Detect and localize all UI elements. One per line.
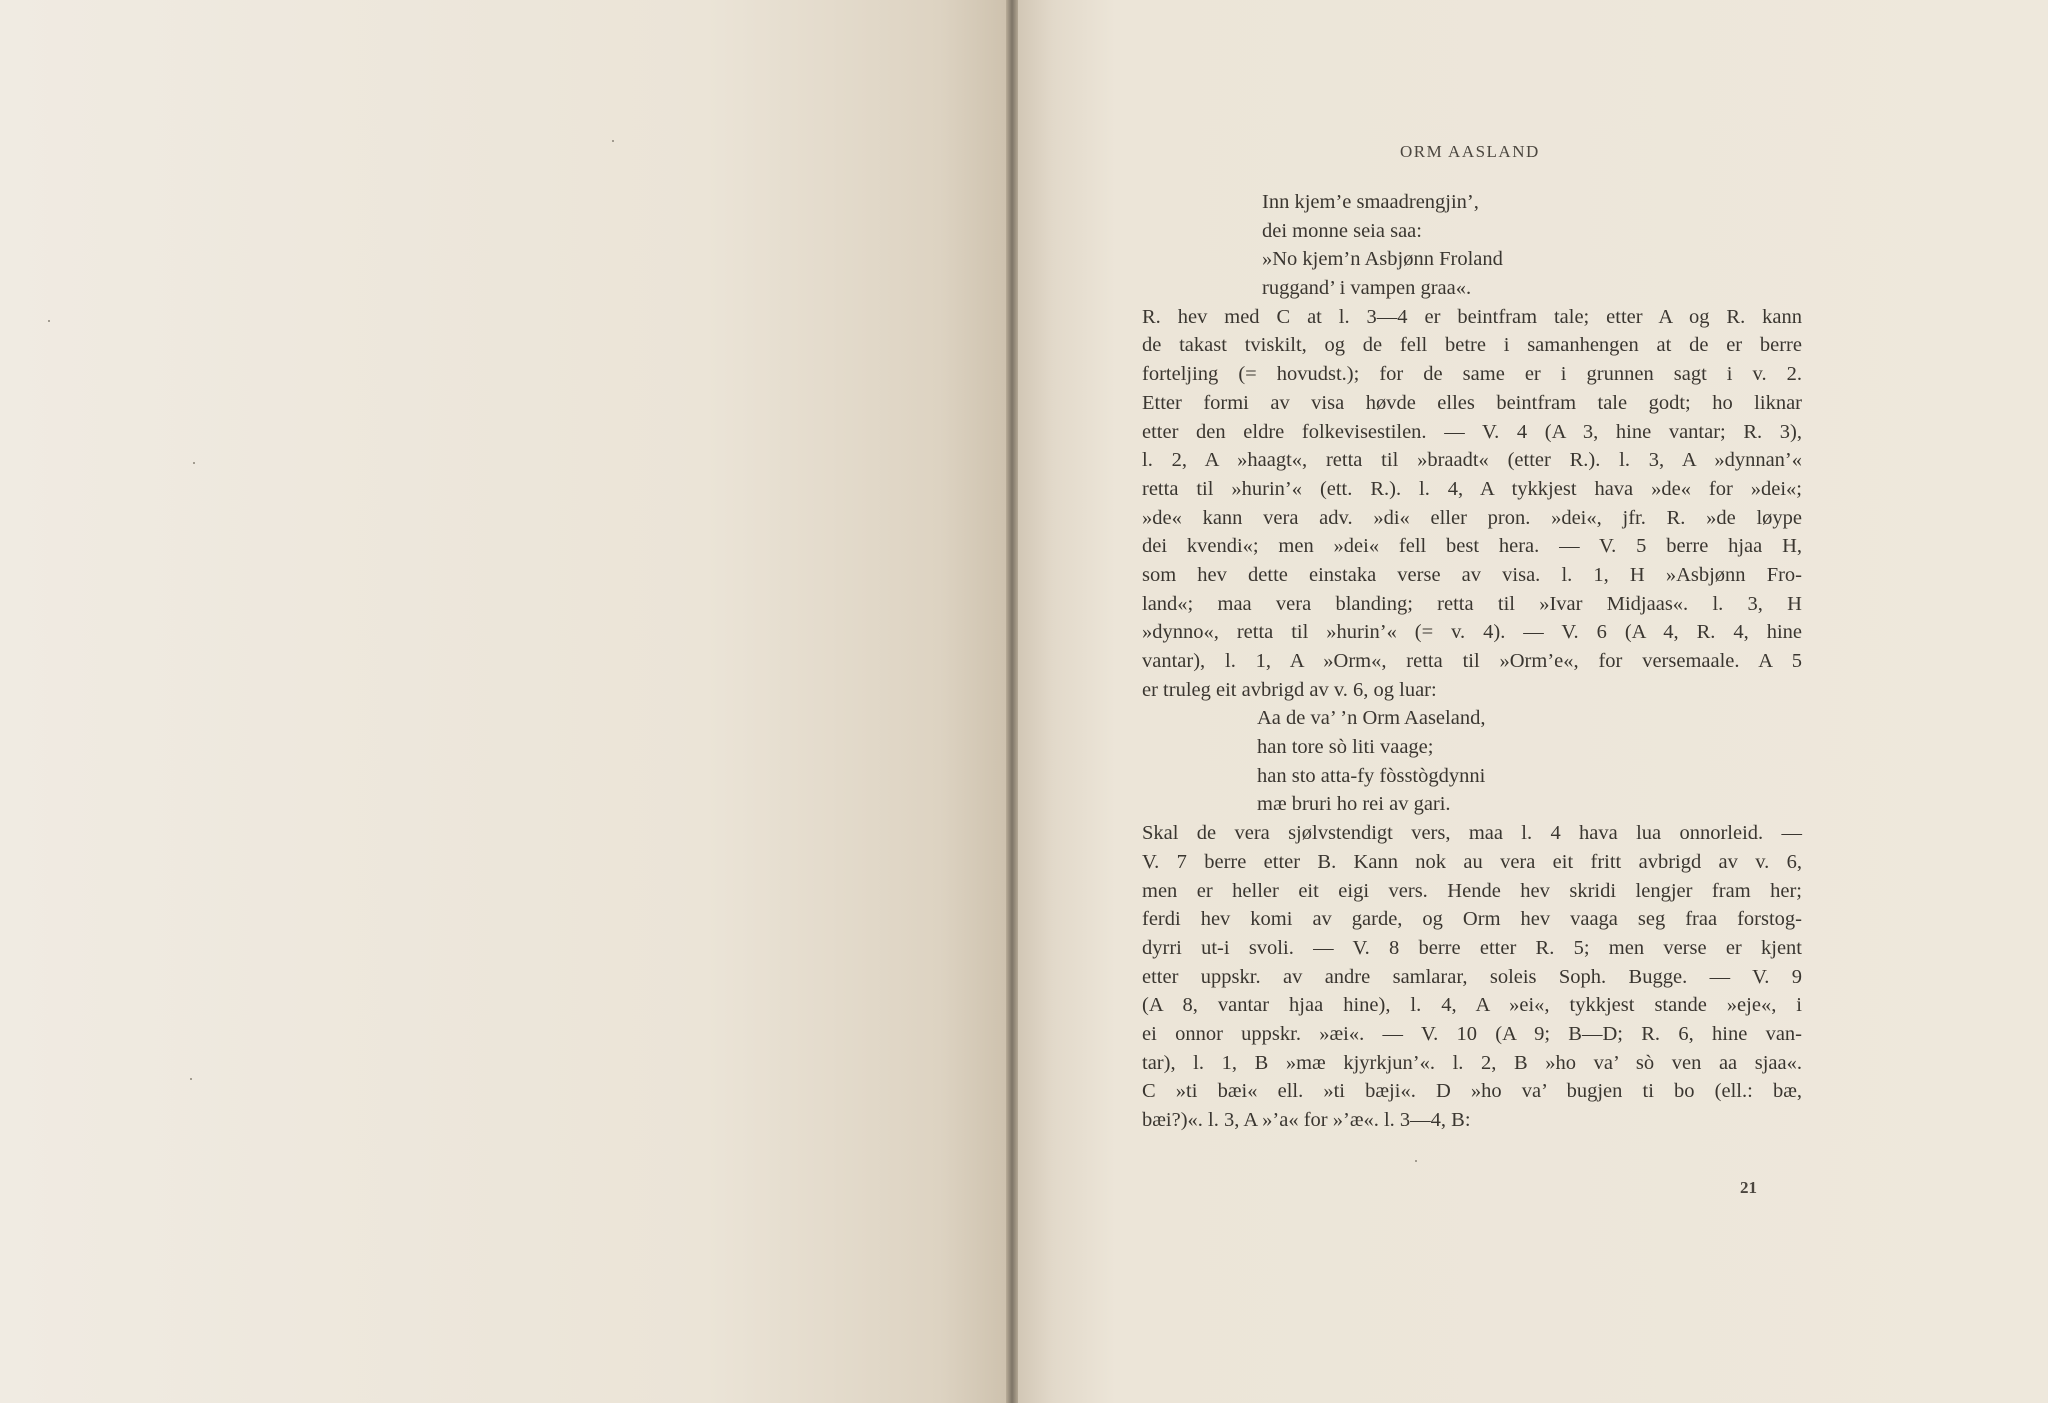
verse-line: ruggand’ i vampen graa«. <box>1262 277 1472 300</box>
text-line: V. 7 berre etter B. Kann nok au vera eit fritt avbrigd av v. 6, <box>1142 850 1802 873</box>
text-line: men er heller eit eigi vers. Hende hev skridi lengjer fram her; <box>1142 879 1802 902</box>
paper-speck <box>193 462 195 464</box>
text-line: vantar), l. 1, A »Orm«, retta til »Orm’e«, for versemaale. A 5 <box>1142 650 1802 672</box>
text-line: som hev dette einstaka verse av visa. l. 1, H »Asbjønn Fro- <box>1142 563 1802 586</box>
book-gutter <box>1006 0 1018 1403</box>
verse-line: mæ bruri ho rei av gari. <box>1257 793 1451 816</box>
text-line: forteljing (= hovudst.); for de same er i grunnen sagt i v. 2. <box>1142 363 1802 386</box>
paper-speck <box>48 320 50 322</box>
text-line: »dynno«, retta til »hurin’« (= v. 4). — V. 6 (A 4, R. 4, hine <box>1142 621 1802 644</box>
text-line: dei kvendi«; men »dei« fell best hera. — V. 5 berre hjaa H, <box>1142 535 1802 558</box>
verse-line: Inn kjem’e smaadrengjin’, <box>1262 191 1479 213</box>
text-line: Etter formi av visa høvde elles beintfram tale godt; ho liknar <box>1142 391 1802 414</box>
text-line: etter den eldre folkevisestilen. — V. 4 (A 3, hine vantar; R. 3), <box>1142 420 1802 443</box>
text-line: bæi?)«. l. 3, A »’a« for »’æ«. l. 3—4, B: <box>1142 1109 1471 1131</box>
text-line: de takast tviskilt, og de fell betre i samanhengen at de er berre <box>1142 334 1802 357</box>
text-line: ei onnor uppskr. »æi«. — V. 10 (A 9; B—D; R. 6, hine van- <box>1142 1022 1802 1045</box>
paper-speck <box>612 140 614 142</box>
running-head: ORM AASLAND <box>1400 142 1540 161</box>
paper-speck <box>190 1078 192 1080</box>
text-line: ferdi hev komi av garde, og Orm hev vaaga seg fraa forstog- <box>1142 908 1802 931</box>
verse-stanza-1 <box>1142 188 1802 303</box>
verse-line: dei monne seia saa: <box>1262 219 1422 242</box>
text-line: Skal de vera sjølvstendigt vers, maa l. 4 hava lua onnorleid. — <box>1142 822 1802 845</box>
verse-stanza-2 <box>1142 704 1802 819</box>
text-line: er truleg eit avbrigd av v. 6, og luar: <box>1142 678 1437 701</box>
text-line: R. hev med C at l. 3—4 er beintfram tale; etter A og R. kann <box>1142 305 1802 328</box>
text-line: C »ti bæi« ell. »ti bæji«. D »ho va’ bugjen ti bo (ell.: bæ, <box>1142 1080 1802 1103</box>
verse-line: »No kjem’n Asbjønn Froland <box>1262 248 1503 271</box>
commentary-paragraph-1 <box>1142 303 1802 705</box>
paper-speck <box>1415 1160 1417 1162</box>
verse-line: han sto atta-fy fòsstògdynni <box>1257 764 1486 787</box>
text-line: etter uppskr. av andre samlarar, soleis Soph. Bugge. — V. 9 <box>1142 965 1802 988</box>
page-body <box>1142 188 1802 1135</box>
text-line: dyrri ut-i svoli. — V. 8 berre etter R. 5; men verse er kjent <box>1142 936 1802 959</box>
commentary-paragraph-2 <box>1142 819 1802 1135</box>
text-line: (A 8, vantar hjaa hine), l. 4, A »ei«, tykkjest stande »eje«, i <box>1142 994 1802 1017</box>
left-page-blank <box>0 0 1010 1403</box>
verse-line: han tore sò liti vaage; <box>1257 736 1434 759</box>
text-line: land«; maa vera blanding; retta til »Ivar Midjaas«. l. 3, H <box>1142 592 1802 615</box>
page-number: 21 <box>1740 1178 1757 1197</box>
text-line: tar), l. 1, B »mæ kjyrkjun’«. l. 2, B »ho va’ sò ven aa sjaa«. <box>1142 1051 1802 1074</box>
text-line: l. 2, A »haagt«, retta til »braadt« (etter R.). l. 3, A »dynnan’« <box>1142 449 1802 472</box>
verse-line: Aa de va’ ’n Orm Aaseland, <box>1257 707 1486 730</box>
text-line: retta til »hurin’« (ett. R.). l. 4, A tykkjest hava »de« for »dei«; <box>1142 477 1802 500</box>
text-line: »de« kann vera adv. »di« eller pron. »dei«, jfr. R. »de løype <box>1142 506 1802 529</box>
